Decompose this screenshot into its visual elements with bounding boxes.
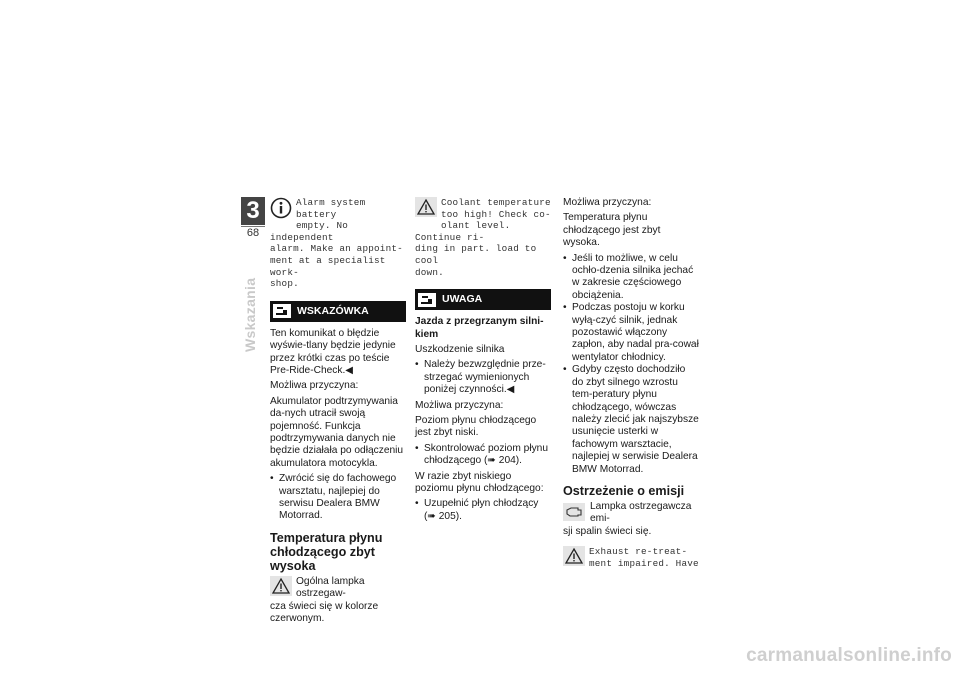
column-2 <box>415 197 551 526</box>
hand-pointer-icon <box>418 293 436 307</box>
info-icon <box>270 197 292 223</box>
bullet-list <box>415 359 551 396</box>
bullet-list <box>415 498 551 523</box>
paragraph: Uszkodzenie silnika <box>415 343 505 355</box>
battery-alarm-message <box>270 197 406 290</box>
list-item: • Skontrolować poziom płynu chłodzącego (➠ 204). <box>415 443 551 468</box>
text-line: Lampka ostrzegawcza emi- <box>590 500 692 525</box>
caution-label: UWAGA <box>442 293 483 306</box>
text-line: Ogólna lampka ostrzegaw- <box>296 575 365 600</box>
list-item: • Jeśli to możliwe, w celu ochło-dzenia silnika jechać w zakresie częściowego obciążenia. <box>563 253 699 303</box>
list-item: • Gdyby często dochodziło do zbyt silnego wzrostu tem-peratury płynu chłodzącego, wówczas należy zlecić jak najszybsze usunięcie usterki w fachowym warsztacie, najlepiej w serwisie Dealera BMW Motorrad. <box>563 364 699 476</box>
mono-line: ment impaired. Have <box>589 557 699 569</box>
note-label: WSKAZÓWKA <box>297 305 369 318</box>
chapter-tab <box>241 197 265 239</box>
paragraph: Możliwa przyczyna: <box>563 197 652 208</box>
paragraph: Możliwa przyczyna: <box>270 380 359 392</box>
caution-bar <box>415 289 551 310</box>
warning-triangle-icon <box>415 197 437 221</box>
mono-line: Coolant temperature <box>441 197 551 208</box>
section-heading: Temperatura płynu chłodzącego zbyt wysoka <box>270 530 383 573</box>
emission-lamp-note <box>563 501 699 538</box>
section-heading: Ostrzeżenie o emisji <box>563 483 685 498</box>
paragraph: Możliwa przyczyna: <box>415 399 504 411</box>
list-item: • Podczas postoju w korku wyłą-czyć silnik, jednak pozostawić włączony zapłon, aby nadal pra-cował wentylator chłodnicy. <box>563 302 699 364</box>
engine-warning-icon <box>563 503 585 525</box>
paragraph: Poziom płynu chłodzącego jest zbyt niski. <box>415 415 537 439</box>
mono-line: ment at a specialist work- <box>270 254 386 278</box>
mono-line: down. <box>415 266 444 278</box>
text-line: cza świeci się w kolorze <box>270 600 379 612</box>
mono-line: Exhaust re-treat- <box>589 546 688 558</box>
list-item: • Należy bezwzględnie prze-strzegać wymienionych poniżej czynności.◀ <box>415 359 551 396</box>
chapter-number: 3 <box>241 197 265 225</box>
bold-subheading: Jazda z przegrzanym silni-kiem <box>415 316 544 340</box>
text-line: sji spalin świeci się. <box>563 525 652 537</box>
page-number: 68 <box>241 226 265 239</box>
list-item: • Zwrócić się do fachowego warsztatu, najlepiej do serwisu Dealera BMW Motorrad. <box>270 473 406 523</box>
bullet-list <box>563 253 699 476</box>
text-line: czerwonym. <box>270 613 325 625</box>
column-1 <box>270 197 406 625</box>
warning-triangle-icon <box>563 546 585 570</box>
hand-pointer-icon <box>273 304 291 318</box>
warning-triangle-icon <box>270 576 292 600</box>
mono-line: Alarm system battery <box>296 197 366 220</box>
list-item: • Uzupełnić płyn chłodzący (➠ 205). <box>415 498 551 523</box>
exhaust-message <box>563 546 699 569</box>
mono-line: shop. <box>270 278 299 290</box>
mono-line: olant level. Continue ri- <box>415 220 511 243</box>
paragraph: Temperatura płynu chłodzącego jest zbyt wysoka. <box>563 212 661 249</box>
column-3 <box>563 197 699 570</box>
note-bar <box>270 301 406 322</box>
mono-line: alarm. Make an appoint- <box>270 243 403 255</box>
mono-line: empty. No independent <box>270 220 349 243</box>
paragraph: W razie zbyt niskiego poziomu płynu chłodzącego: <box>415 470 544 495</box>
mono-line: too high! Check co- <box>441 208 551 220</box>
coolant-message <box>415 197 551 278</box>
bullet-list <box>270 473 406 523</box>
paragraph: Akumulator podtrzymywania da-nych utracił swoją pojemność. Funkcja podtrzymywania danych nie będzie działała po odłączeniu akumulatora motocykla. <box>270 395 404 469</box>
mono-line: ding in part. load to cool <box>415 243 537 266</box>
bullet-list <box>415 443 551 468</box>
section-label: Wskazania <box>242 277 258 352</box>
paragraph: Ten komunikat o błędzie wyświe-tlany będzie jedynie przez krótki czas po teście Pre-Ride-Check.◀ <box>270 327 396 376</box>
watermark: carmanualsonline.info <box>746 645 952 666</box>
warning-lamp-note <box>270 576 406 626</box>
